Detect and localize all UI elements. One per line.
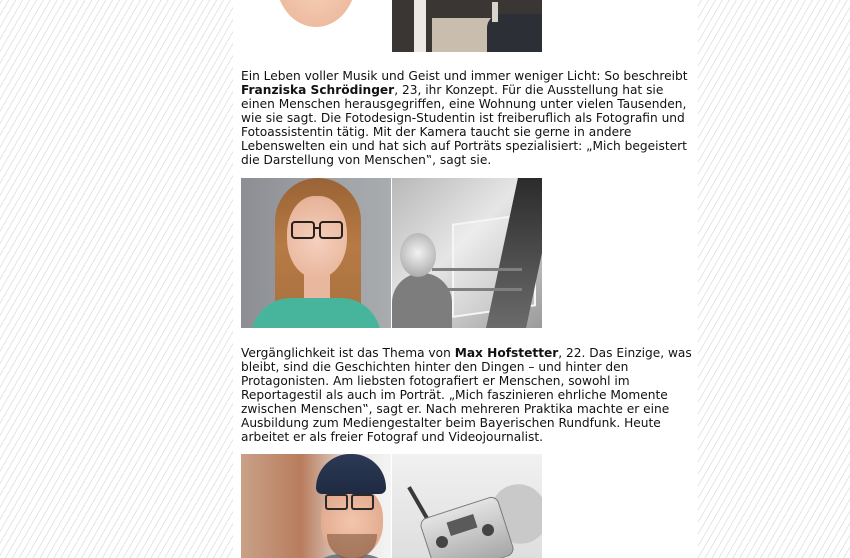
artist-name: Franziska Schrödinger [241, 83, 395, 97]
work-photo-hofstetter [392, 454, 542, 558]
work-photo-1 [392, 0, 542, 52]
artist-bio-hofstetter [241, 346, 696, 444]
portrait-photo-schroedinger [241, 178, 391, 328]
photo-row-3 [241, 454, 542, 558]
bio-text-start: Vergänglichkeit ist das Thema von [241, 346, 455, 360]
photo-row-1 [241, 0, 542, 52]
work-photo-schroedinger [392, 178, 542, 328]
portrait-photo-1 [241, 0, 391, 52]
artist-bio-schroedinger [241, 69, 696, 167]
photo-row-2 [241, 178, 542, 328]
portrait-photo-hofstetter [241, 454, 391, 558]
artist-name: Max Hofstetter [454, 346, 559, 360]
bio-text-rest: , 22. Das Einzige, was bleibt, sind die Geschichten hinter den Dingen – und hinter den Protagonisten. Am liebsten fotografiert er Menschen, sowohl im Reportagestil als auch im Porträt. „Mich faszinieren ehrliche Momente zwischen Menschen‟, sagt er. Nach mehreren Praktika machte er eine Ausbildung zum Mediengestalter beim Bayerischen Rundfunk. Heute arbeitet er als freier Fotograf und Videojournalist. [241, 346, 692, 444]
bio-text-start: Ein Leben voller Musik und Geist und immer weniger Licht: So beschreibt [241, 69, 688, 83]
article-column [233, 0, 698, 558]
bio-text-rest: , 23, ihr Konzept. Für die Ausstellung hat sie einen Menschen herausgegriffen, eine Wohnung unter vielen Tausenden, wie sie sagt. Die Fotodesign-Studentin ist freiberuflich als Fotografin und Fotoassistentin tätig. Mit der Kamera taucht sie gerne in andere Lebenswelten ein und hat sich auf Porträts spezialisiert: „Mich begeistert die Darstellung von Menschen‟, sagt sie. [241, 83, 687, 167]
